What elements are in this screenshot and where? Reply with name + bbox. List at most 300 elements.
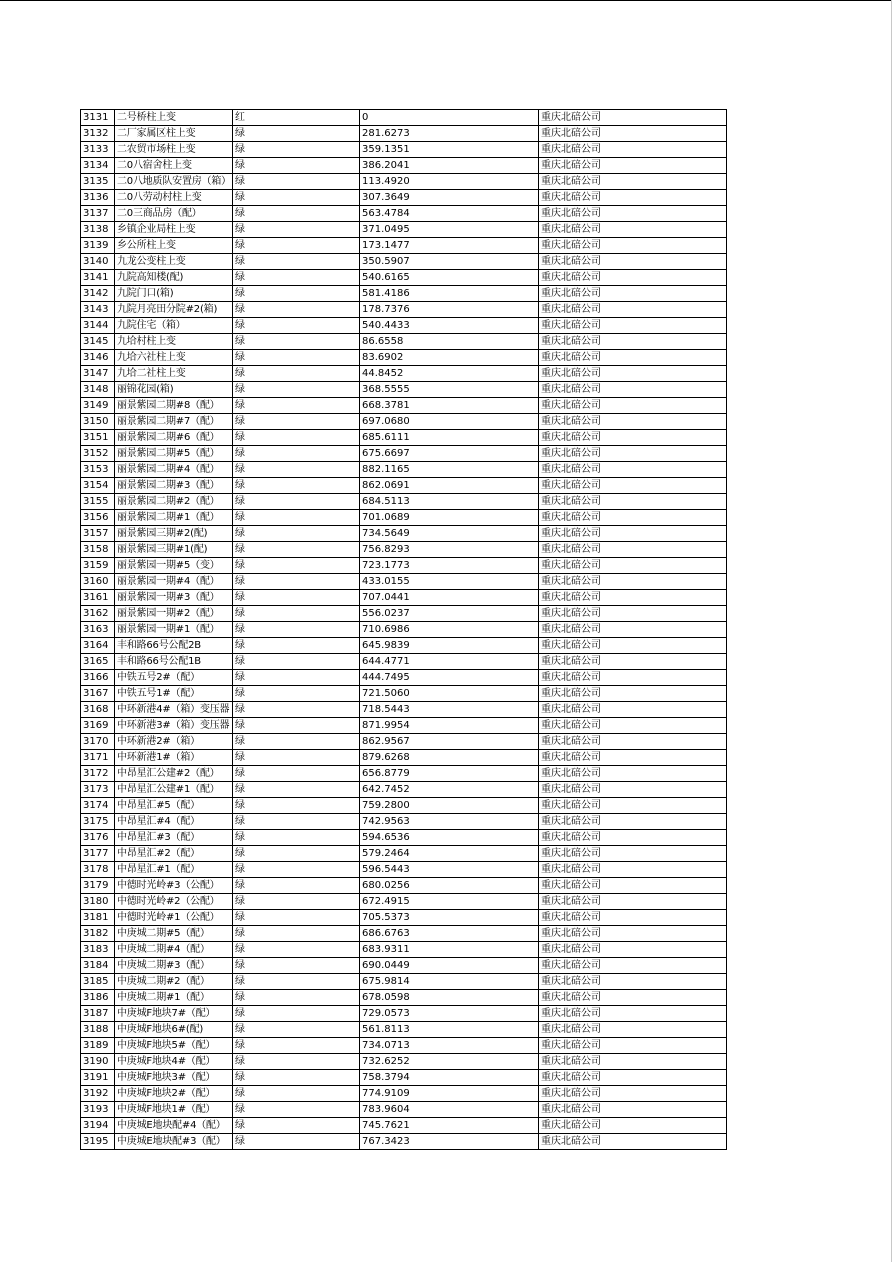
company-cell: 重庆北碚公司	[539, 1038, 727, 1054]
station-name-cell: 中庚城F地块6#(配)	[115, 1022, 233, 1038]
status-color-cell: 绿	[233, 622, 360, 638]
row-id-cell: 3179	[81, 878, 115, 894]
table-row	[81, 382, 727, 398]
status-color-cell: 绿	[233, 718, 360, 734]
company-cell: 重庆北碚公司	[539, 366, 727, 382]
company-cell: 重庆北碚公司	[539, 206, 727, 222]
table-row	[81, 606, 727, 622]
row-id-cell: 3145	[81, 334, 115, 350]
station-name-cell: 中铁五号1#（配）	[115, 686, 233, 702]
load-value-cell: 44.8452	[360, 366, 539, 382]
status-color-cell: 绿	[233, 302, 360, 318]
table-row	[81, 1134, 727, 1150]
load-value-cell: 173.1477	[360, 238, 539, 254]
station-name-cell: 丽锦花园(箱)	[115, 382, 233, 398]
company-cell: 重庆北碚公司	[539, 958, 727, 974]
table-row	[81, 942, 727, 958]
row-id-cell: 3169	[81, 718, 115, 734]
company-cell: 重庆北碚公司	[539, 814, 727, 830]
station-name-cell: 丰和路66号公配2B	[115, 638, 233, 654]
status-color-cell: 绿	[233, 366, 360, 382]
table-row	[81, 318, 727, 334]
load-value-cell: 644.4771	[360, 654, 539, 670]
row-id-cell: 3175	[81, 814, 115, 830]
load-value-cell: 594.6536	[360, 830, 539, 846]
company-cell: 重庆北碚公司	[539, 830, 727, 846]
load-value-cell: 697.0680	[360, 414, 539, 430]
load-value-cell: 734.5649	[360, 526, 539, 542]
company-cell: 重庆北碚公司	[539, 302, 727, 318]
company-cell: 重庆北碚公司	[539, 910, 727, 926]
station-name-cell: 丽景紫园一期#3（配）	[115, 590, 233, 606]
status-color-cell: 绿	[233, 766, 360, 782]
row-id-cell: 3160	[81, 574, 115, 590]
station-name-cell: 中德时光岭#3（公配）	[115, 878, 233, 894]
table-row	[81, 126, 727, 142]
company-cell: 重庆北碚公司	[539, 702, 727, 718]
company-cell: 重庆北碚公司	[539, 334, 727, 350]
status-color-cell: 绿	[233, 638, 360, 654]
status-color-cell: 绿	[233, 814, 360, 830]
row-id-cell: 3180	[81, 894, 115, 910]
row-id-cell: 3161	[81, 590, 115, 606]
table-row	[81, 974, 727, 990]
load-value-cell: 862.0691	[360, 478, 539, 494]
load-value-cell: 705.5373	[360, 910, 539, 926]
load-value-cell: 718.5443	[360, 702, 539, 718]
table-row	[81, 542, 727, 558]
status-color-cell: 绿	[233, 654, 360, 670]
station-name-cell: 九垥六社柱上变	[115, 350, 233, 366]
row-id-cell: 3158	[81, 542, 115, 558]
status-color-cell: 绿	[233, 542, 360, 558]
station-name-cell: 中环新港3#（箱）变压器	[115, 718, 233, 734]
company-cell: 重庆北碚公司	[539, 542, 727, 558]
row-id-cell: 3140	[81, 254, 115, 270]
station-name-cell: 中庚城二期#2（配）	[115, 974, 233, 990]
station-name-cell: 中昂星汇#1（配）	[115, 862, 233, 878]
status-color-cell: 绿	[233, 318, 360, 334]
status-color-cell: 绿	[233, 238, 360, 254]
table-row	[81, 1102, 727, 1118]
station-name-cell: 中庚城二期#5（配）	[115, 926, 233, 942]
load-value-cell: 645.9839	[360, 638, 539, 654]
status-color-cell: 绿	[233, 734, 360, 750]
company-cell: 重庆北碚公司	[539, 638, 727, 654]
company-cell: 重庆北碚公司	[539, 1118, 727, 1134]
company-cell: 重庆北碚公司	[539, 510, 727, 526]
row-id-cell: 3173	[81, 782, 115, 798]
row-id-cell: 3191	[81, 1070, 115, 1086]
table-row	[81, 206, 727, 222]
station-name-cell: 中德时光岭#2（公配）	[115, 894, 233, 910]
load-value-cell: 871.9954	[360, 718, 539, 734]
row-id-cell: 3136	[81, 190, 115, 206]
load-value-cell: 433.0155	[360, 574, 539, 590]
station-name-cell: 中昂星汇#3（配）	[115, 830, 233, 846]
company-cell: 重庆北碚公司	[539, 446, 727, 462]
status-color-cell: 绿	[233, 702, 360, 718]
row-id-cell: 3167	[81, 686, 115, 702]
status-color-cell: 绿	[233, 174, 360, 190]
load-value-cell: 729.0573	[360, 1006, 539, 1022]
status-color-cell: 绿	[233, 462, 360, 478]
company-cell: 重庆北碚公司	[539, 1134, 727, 1150]
status-color-cell: 绿	[233, 510, 360, 526]
station-name-cell: 二厂家属区柱上变	[115, 126, 233, 142]
company-cell: 重庆北碚公司	[539, 1086, 727, 1102]
company-cell: 重庆北碚公司	[539, 494, 727, 510]
row-id-cell: 3154	[81, 478, 115, 494]
station-name-cell: 乡镇企业局柱上变	[115, 222, 233, 238]
load-value-cell: 668.3781	[360, 398, 539, 414]
table-row	[81, 526, 727, 542]
station-name-cell: 乡公所柱上变	[115, 238, 233, 254]
row-id-cell: 3187	[81, 1006, 115, 1022]
load-value-cell: 774.9109	[360, 1086, 539, 1102]
status-color-cell: 绿	[233, 942, 360, 958]
table-row	[81, 334, 727, 350]
station-name-cell: 九垥二社柱上变	[115, 366, 233, 382]
station-name-cell: 丽景紫园二期#4（配）	[115, 462, 233, 478]
company-cell: 重庆北碚公司	[539, 1054, 727, 1070]
table-row	[81, 750, 727, 766]
company-cell: 重庆北碚公司	[539, 286, 727, 302]
table-row	[81, 398, 727, 414]
status-color-cell: 绿	[233, 1086, 360, 1102]
table-row	[81, 990, 727, 1006]
company-cell: 重庆北碚公司	[539, 270, 727, 286]
load-value-cell: 444.7495	[360, 670, 539, 686]
load-value-cell: 759.2800	[360, 798, 539, 814]
row-id-cell: 3156	[81, 510, 115, 526]
status-color-cell: 绿	[233, 142, 360, 158]
row-id-cell: 3153	[81, 462, 115, 478]
company-cell: 重庆北碚公司	[539, 414, 727, 430]
row-id-cell: 3133	[81, 142, 115, 158]
station-name-cell: 中庚城F地块3#（配）	[115, 1070, 233, 1086]
load-value-cell: 83.6902	[360, 350, 539, 366]
row-id-cell: 3162	[81, 606, 115, 622]
row-id-cell: 3150	[81, 414, 115, 430]
load-value-cell: 732.6252	[360, 1054, 539, 1070]
company-cell: 重庆北碚公司	[539, 190, 727, 206]
status-color-cell: 绿	[233, 974, 360, 990]
load-value-cell: 758.3794	[360, 1070, 539, 1086]
transformer-table	[80, 109, 727, 1150]
company-cell: 重庆北碚公司	[539, 398, 727, 414]
station-name-cell: 中庚城E地块配#4（配）	[115, 1118, 233, 1134]
status-color-cell: 绿	[233, 862, 360, 878]
load-value-cell: 556.0237	[360, 606, 539, 622]
table-row	[81, 830, 727, 846]
row-id-cell: 3132	[81, 126, 115, 142]
status-color-cell: 绿	[233, 382, 360, 398]
status-color-cell: 绿	[233, 894, 360, 910]
table-row	[81, 878, 727, 894]
status-color-cell: 绿	[233, 158, 360, 174]
row-id-cell: 3134	[81, 158, 115, 174]
station-name-cell: 丽景紫园三期#1(配)	[115, 542, 233, 558]
load-value-cell: 686.6763	[360, 926, 539, 942]
row-id-cell: 3183	[81, 942, 115, 958]
page-top-border	[0, 0, 892, 1]
row-id-cell: 3185	[81, 974, 115, 990]
station-name-cell: 中环新港4#（箱）变压器	[115, 702, 233, 718]
company-cell: 重庆北碚公司	[539, 734, 727, 750]
company-cell: 重庆北碚公司	[539, 926, 727, 942]
station-name-cell: 中庚城二期#3（配）	[115, 958, 233, 974]
load-value-cell: 307.3649	[360, 190, 539, 206]
table-row	[81, 1054, 727, 1070]
load-value-cell: 742.9563	[360, 814, 539, 830]
status-color-cell: 绿	[233, 334, 360, 350]
company-cell: 重庆北碚公司	[539, 126, 727, 142]
table-row	[81, 718, 727, 734]
company-cell: 重庆北碚公司	[539, 846, 727, 862]
status-color-cell: 绿	[233, 254, 360, 270]
row-id-cell: 3182	[81, 926, 115, 942]
company-cell: 重庆北碚公司	[539, 894, 727, 910]
table-row	[81, 254, 727, 270]
station-name-cell: 中铁五号2#（配）	[115, 670, 233, 686]
station-name-cell: 二0八宿舍柱上变	[115, 158, 233, 174]
status-color-cell: 绿	[233, 478, 360, 494]
table-row	[81, 142, 727, 158]
station-name-cell: 二0八劳动村柱上变	[115, 190, 233, 206]
station-name-cell: 丽景紫园二期#2（配）	[115, 494, 233, 510]
load-value-cell: 540.6165	[360, 270, 539, 286]
station-name-cell: 中庚城F地块7#（配）	[115, 1006, 233, 1022]
row-id-cell: 3168	[81, 702, 115, 718]
table-row	[81, 862, 727, 878]
row-id-cell: 3172	[81, 766, 115, 782]
table-row	[81, 270, 727, 286]
status-color-cell: 绿	[233, 878, 360, 894]
status-color-cell: 绿	[233, 526, 360, 542]
table-row	[81, 110, 727, 126]
load-value-cell: 178.7376	[360, 302, 539, 318]
company-cell: 重庆北碚公司	[539, 350, 727, 366]
status-color-cell: 绿	[233, 782, 360, 798]
load-value-cell: 368.5555	[360, 382, 539, 398]
status-color-cell: 绿	[233, 206, 360, 222]
load-value-cell: 281.6273	[360, 126, 539, 142]
status-color-cell: 绿	[233, 222, 360, 238]
row-id-cell: 3143	[81, 302, 115, 318]
row-id-cell: 3135	[81, 174, 115, 190]
row-id-cell: 3181	[81, 910, 115, 926]
table-row	[81, 446, 727, 462]
station-name-cell: 中庚城F地块5#（配）	[115, 1038, 233, 1054]
status-color-cell: 绿	[233, 574, 360, 590]
row-id-cell: 3189	[81, 1038, 115, 1054]
status-color-cell: 绿	[233, 1006, 360, 1022]
row-id-cell: 3164	[81, 638, 115, 654]
company-cell: 重庆北碚公司	[539, 110, 727, 126]
table-row	[81, 350, 727, 366]
table-row	[81, 654, 727, 670]
station-name-cell: 中昂星汇#5（配）	[115, 798, 233, 814]
station-name-cell: 中德时光岭#1（公配）	[115, 910, 233, 926]
row-id-cell: 3163	[81, 622, 115, 638]
station-name-cell: 二0八地质队安置房（箱）	[115, 174, 233, 190]
row-id-cell: 3157	[81, 526, 115, 542]
row-id-cell: 3184	[81, 958, 115, 974]
station-name-cell: 二号桥柱上变	[115, 110, 233, 126]
load-value-cell: 734.0713	[360, 1038, 539, 1054]
status-color-cell: 红	[233, 110, 360, 126]
station-name-cell: 中昂星汇#2（配）	[115, 846, 233, 862]
row-id-cell: 3190	[81, 1054, 115, 1070]
load-value-cell: 684.5113	[360, 494, 539, 510]
load-value-cell: 683.9311	[360, 942, 539, 958]
company-cell: 重庆北碚公司	[539, 590, 727, 606]
company-cell: 重庆北碚公司	[539, 238, 727, 254]
company-cell: 重庆北碚公司	[539, 318, 727, 334]
status-color-cell: 绿	[233, 670, 360, 686]
company-cell: 重庆北碚公司	[539, 782, 727, 798]
load-value-cell: 596.5443	[360, 862, 539, 878]
company-cell: 重庆北碚公司	[539, 798, 727, 814]
row-id-cell: 3192	[81, 1086, 115, 1102]
company-cell: 重庆北碚公司	[539, 718, 727, 734]
row-id-cell: 3139	[81, 238, 115, 254]
company-cell: 重庆北碚公司	[539, 142, 727, 158]
row-id-cell: 3178	[81, 862, 115, 878]
table-row	[81, 798, 727, 814]
load-value-cell: 756.8293	[360, 542, 539, 558]
table-row	[81, 158, 727, 174]
status-color-cell: 绿	[233, 1054, 360, 1070]
status-color-cell: 绿	[233, 846, 360, 862]
status-color-cell: 绿	[233, 590, 360, 606]
table-row	[81, 366, 727, 382]
status-color-cell: 绿	[233, 286, 360, 302]
status-color-cell: 绿	[233, 446, 360, 462]
load-value-cell: 707.0441	[360, 590, 539, 606]
station-name-cell: 九院住宅（箱）	[115, 318, 233, 334]
company-cell: 重庆北碚公司	[539, 766, 727, 782]
row-id-cell: 3170	[81, 734, 115, 750]
company-cell: 重庆北碚公司	[539, 606, 727, 622]
load-value-cell: 745.7621	[360, 1118, 539, 1134]
table-row	[81, 702, 727, 718]
status-color-cell: 绿	[233, 494, 360, 510]
status-color-cell: 绿	[233, 606, 360, 622]
load-value-cell: 678.0598	[360, 990, 539, 1006]
status-color-cell: 绿	[233, 1038, 360, 1054]
row-id-cell: 3149	[81, 398, 115, 414]
load-value-cell: 386.2041	[360, 158, 539, 174]
station-name-cell: 中环新港1#（箱）	[115, 750, 233, 766]
table-row	[81, 478, 727, 494]
company-cell: 重庆北碚公司	[539, 1102, 727, 1118]
company-cell: 重庆北碚公司	[539, 558, 727, 574]
status-color-cell: 绿	[233, 1022, 360, 1038]
station-name-cell: 九院门口(箱)	[115, 286, 233, 302]
company-cell: 重庆北碚公司	[539, 478, 727, 494]
load-value-cell: 723.1773	[360, 558, 539, 574]
station-name-cell: 丽景紫园二期#8（配）	[115, 398, 233, 414]
table-row	[81, 734, 727, 750]
station-name-cell: 中庚城F地块2#（配）	[115, 1086, 233, 1102]
company-cell: 重庆北碚公司	[539, 686, 727, 702]
table-row	[81, 238, 727, 254]
station-name-cell: 丽景紫园二期#3（配）	[115, 478, 233, 494]
table-row	[81, 302, 727, 318]
table-row	[81, 558, 727, 574]
station-name-cell: 中庚城二期#1（配）	[115, 990, 233, 1006]
table-row	[81, 222, 727, 238]
load-value-cell: 685.6111	[360, 430, 539, 446]
company-cell: 重庆北碚公司	[539, 1006, 727, 1022]
company-cell: 重庆北碚公司	[539, 574, 727, 590]
status-color-cell: 绿	[233, 190, 360, 206]
status-color-cell: 绿	[233, 1102, 360, 1118]
row-id-cell: 3186	[81, 990, 115, 1006]
status-color-cell: 绿	[233, 1070, 360, 1086]
status-color-cell: 绿	[233, 926, 360, 942]
table-row	[81, 1118, 727, 1134]
station-name-cell: 丽景紫园二期#5（配）	[115, 446, 233, 462]
table-row	[81, 814, 727, 830]
table-row	[81, 1038, 727, 1054]
station-name-cell: 丰和路66号公配1B	[115, 654, 233, 670]
load-value-cell: 862.9567	[360, 734, 539, 750]
station-name-cell: 中庚城F地块4#（配）	[115, 1054, 233, 1070]
table-row	[81, 1006, 727, 1022]
status-color-cell: 绿	[233, 686, 360, 702]
company-cell: 重庆北碚公司	[539, 430, 727, 446]
station-name-cell: 丽景紫园三期#2(配)	[115, 526, 233, 542]
load-value-cell: 767.3423	[360, 1134, 539, 1150]
station-name-cell: 二0三商品房（配）	[115, 206, 233, 222]
station-name-cell: 丽景紫园一期#2（配）	[115, 606, 233, 622]
table-row	[81, 590, 727, 606]
row-id-cell: 3174	[81, 798, 115, 814]
table-row	[81, 622, 727, 638]
station-name-cell: 中昂星汇#4（配）	[115, 814, 233, 830]
station-name-cell: 丽景紫园一期#4（配）	[115, 574, 233, 590]
load-value-cell: 0	[360, 110, 539, 126]
load-value-cell: 710.6986	[360, 622, 539, 638]
row-id-cell: 3165	[81, 654, 115, 670]
station-name-cell: 二农贸市场柱上变	[115, 142, 233, 158]
table-row	[81, 574, 727, 590]
row-id-cell: 3137	[81, 206, 115, 222]
status-color-cell: 绿	[233, 430, 360, 446]
row-id-cell: 3171	[81, 750, 115, 766]
load-value-cell: 879.6268	[360, 750, 539, 766]
status-color-cell: 绿	[233, 414, 360, 430]
company-cell: 重庆北碚公司	[539, 974, 727, 990]
row-id-cell: 3144	[81, 318, 115, 334]
company-cell: 重庆北碚公司	[539, 878, 727, 894]
table-row	[81, 894, 727, 910]
station-name-cell: 九垥村柱上变	[115, 334, 233, 350]
status-color-cell: 绿	[233, 910, 360, 926]
table-row	[81, 782, 727, 798]
company-cell: 重庆北碚公司	[539, 654, 727, 670]
row-id-cell: 3188	[81, 1022, 115, 1038]
row-id-cell: 3152	[81, 446, 115, 462]
status-color-cell: 绿	[233, 558, 360, 574]
status-color-cell: 绿	[233, 830, 360, 846]
status-color-cell: 绿	[233, 270, 360, 286]
row-id-cell: 3195	[81, 1134, 115, 1150]
station-name-cell: 丽景紫园一期#5（变）	[115, 558, 233, 574]
